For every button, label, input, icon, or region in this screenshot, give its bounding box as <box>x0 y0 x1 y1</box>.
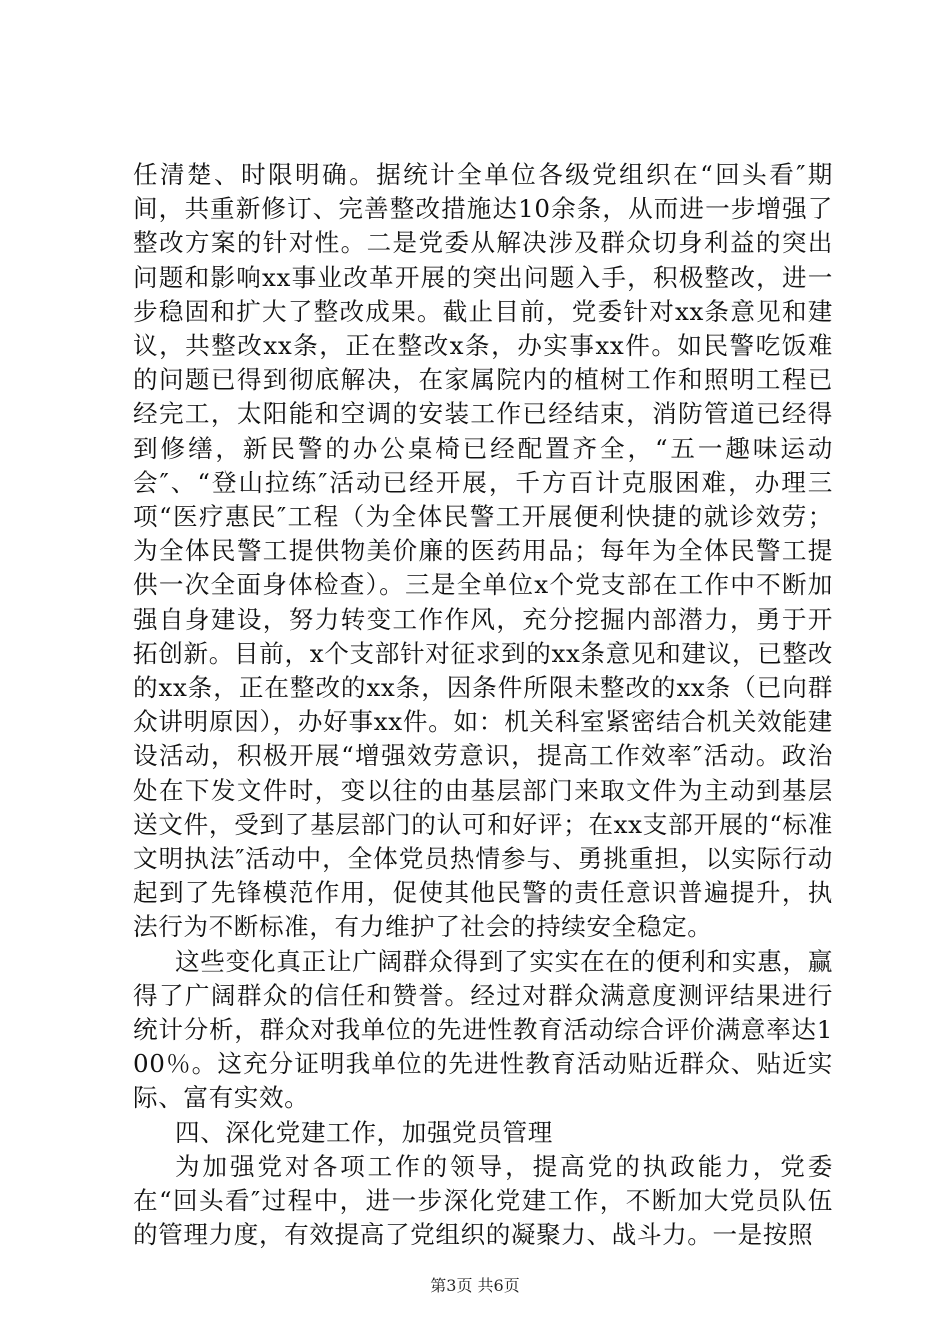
page-number: 第3页 共6页 <box>430 1276 520 1295</box>
page-footer <box>0 1276 950 1296</box>
document-body <box>133 158 833 1253</box>
paragraph-results: 这些变化真正让广阔群众得到了实实在在的便利和实惠，赢得了广阔群众的信任和赞誉。经过对群众满意度测评结果进行统计分析，群众对我单位的先进性教育活动综合评价满意率达100％。这充分证明我单位的先进性教育活动贴近群众、贴近实际、富有实效。 <box>133 946 833 1113</box>
section-heading: 四、深化党建工作，加强党员管理 <box>175 1117 553 1147</box>
paragraph-continuation: 任清楚、时限明确。据统计全单位各级党组织在“回头看″期间，共重新修订、完善整改措施达10余条，从而进一步增强了整改方案的针对性。二是党委从解决涉及群众切身利益的突出问题和影响xx事业改革开展的突出问题入手，积极整改，进一步稳固和扩大了整改成果。截止目前，党委针对xx条意见和建议，共整改xx条，正在整改x条，办实事xx件。如民警吃饭难的问题已得到彻底解决，在家属院内的植树工作和照明工程已经完工，太阳能和空调的安装工作已经结束，消防管道已经得到修缮，新民警的办公桌椅已经配置齐全，“五一趣味运动会″、“登山拉练″活动已经开展，千方百计克服困难，办理三项“医疗惠民″工程（为全体民警工开展便利快捷的就诊效劳；为全体民警工提供物美价廉的医药用品；每年为全体民警工提供一次全面身体检查）。三是全单位x个党支部在工作中不断加强自身建设，努力转变工作作风，充分挖掘内部潜力，勇于开拓创新。目前，x个支部针对征求到的xx条意见和建议，已整改的xx条，正在整改的xx条，因条件所限未整改的xx条（已向群众讲明原因），办好事xx件。如：机关科室紧密结合机关效能建设活动，积极开展“增强效劳意识，提高工作效率″活动。政治处在下发文件时，变以往的由基层部门来取文件为主动到基层送文件，受到了基层部门的认可和好评；在xx支部开展的“标准文明执法″活动中，全体党员热情参与、勇挑重担，以实际行动起到了先锋模范作用，促使其他民警的责任意识普遍提升，执法行为不断标准，有力维护了社会的持续安全稳定。 <box>133 160 833 942</box>
paragraph-party-building: 为加强党对各项工作的领导，提高党的执政能力，党委在“回头看″过程中，进一步深化党建工作，不断加大党员队伍的管理力度，有效提高了党组织的凝聚力、战斗力。一是按照 <box>133 1151 833 1250</box>
